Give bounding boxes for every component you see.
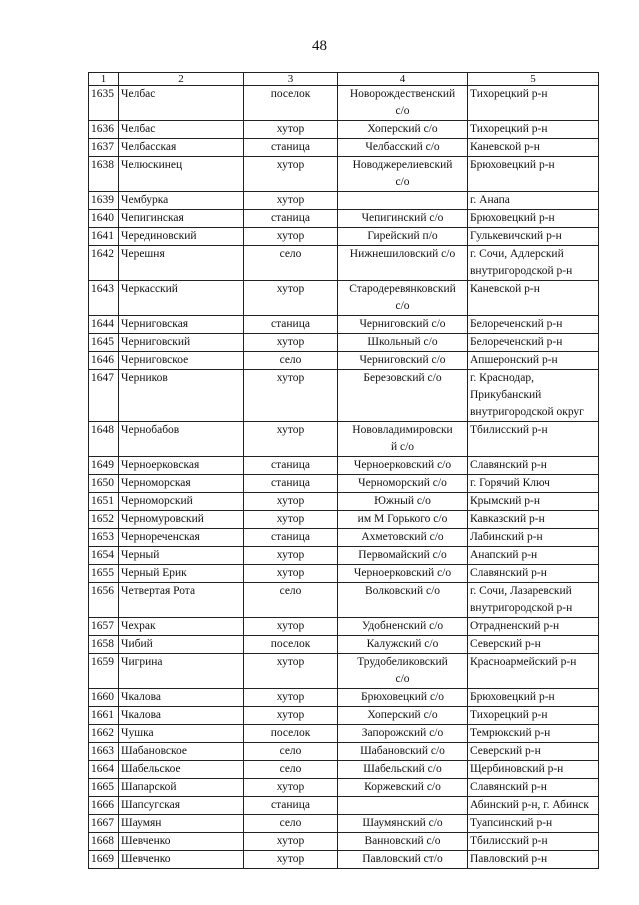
settlement-type-cell: хутор	[244, 511, 338, 529]
settlement-type-cell: село	[244, 761, 338, 779]
rural-council-cell: Чепигинский с/о	[338, 210, 468, 228]
table-row	[89, 86, 599, 121]
district-cell: г. Горячий Ключ	[468, 475, 599, 493]
settlement-name-cell: Чернореченская	[119, 529, 244, 547]
settlement-type-cell: село	[244, 815, 338, 833]
district-cell: Тихорецкий р-н	[468, 121, 599, 139]
district-cell: г. Сочи, Лазаревский внутригородской р-н	[468, 583, 599, 618]
table-row	[89, 121, 599, 139]
settlement-name-cell: Четвертая Рота	[119, 583, 244, 618]
row-number-cell: 1652	[89, 511, 119, 529]
settlement-type-cell: село	[244, 246, 338, 281]
table-row	[89, 511, 599, 529]
rural-council-cell: Коржевский с/о	[338, 779, 468, 797]
row-number-cell: 1637	[89, 139, 119, 157]
district-cell: Щербиновский р-н	[468, 761, 599, 779]
rural-council-cell: Ахметовский с/о	[338, 529, 468, 547]
table-row	[89, 370, 599, 422]
district-cell: Апшеронский р-н	[468, 352, 599, 370]
settlement-type-cell: хутор	[244, 281, 338, 316]
district-cell: Брюховецкий р-н	[468, 689, 599, 707]
settlement-type-cell: село	[244, 352, 338, 370]
settlement-name-cell: Черешня	[119, 246, 244, 281]
district-cell: Северский р-н	[468, 636, 599, 654]
settlement-name-cell: Шаумян	[119, 815, 244, 833]
settlement-name-cell: Чкалова	[119, 689, 244, 707]
table-row	[89, 228, 599, 246]
row-number-cell: 1665	[89, 779, 119, 797]
table-row	[89, 139, 599, 157]
settlement-type-cell: поселок	[244, 86, 338, 121]
settlement-type-cell: хутор	[244, 192, 338, 210]
district-cell: Крымский р-н	[468, 493, 599, 511]
district-cell: Абинский р-н, г. Абинск	[468, 797, 599, 815]
row-number-cell: 1650	[89, 475, 119, 493]
settlement-type-cell: хутор	[244, 121, 338, 139]
settlement-name-cell: Черниговский	[119, 334, 244, 352]
table-row	[89, 583, 599, 618]
rural-council-cell: Трудобеликовский с/о	[338, 654, 468, 689]
table-row	[89, 689, 599, 707]
table-row	[89, 457, 599, 475]
row-number-cell: 1651	[89, 493, 119, 511]
rural-council-cell: Гирейский п/о	[338, 228, 468, 246]
settlement-type-cell: станица	[244, 457, 338, 475]
settlement-name-cell: Черкасский	[119, 281, 244, 316]
district-cell: Туапсинский р-н	[468, 815, 599, 833]
rural-council-cell: Черноморский с/о	[338, 475, 468, 493]
row-number-cell: 1667	[89, 815, 119, 833]
row-number-cell: 1638	[89, 157, 119, 192]
rural-council-cell: Брюховецкий с/о	[338, 689, 468, 707]
settlement-type-cell: хутор	[244, 565, 338, 583]
header-row	[89, 73, 599, 86]
table-row	[89, 815, 599, 833]
rural-council-cell: Волковский с/о	[338, 583, 468, 618]
row-number-cell: 1660	[89, 689, 119, 707]
rural-council-cell: Березовский с/о	[338, 370, 468, 422]
settlement-name-cell: Черников	[119, 370, 244, 422]
column-header-district: 5	[468, 73, 599, 86]
district-cell: Брюховецкий р-н	[468, 210, 599, 228]
settlement-name-cell: Черный	[119, 547, 244, 565]
row-number-cell: 1639	[89, 192, 119, 210]
rural-council-cell: Черниговский с/о	[338, 316, 468, 334]
settlement-name-cell: Чембурка	[119, 192, 244, 210]
district-cell: Белореченский р-н	[468, 334, 599, 352]
settlement-name-cell: Черниговская	[119, 316, 244, 334]
settlement-type-cell: станица	[244, 797, 338, 815]
settlement-name-cell: Шевченко	[119, 851, 244, 869]
settlement-name-cell: Черноерковская	[119, 457, 244, 475]
settlement-name-cell: Челбасская	[119, 139, 244, 157]
settlement-name-cell: Чехрак	[119, 618, 244, 636]
district-cell: Тихорецкий р-н	[468, 707, 599, 725]
table-row	[89, 618, 599, 636]
rural-council-cell: Черноерковский с/о	[338, 457, 468, 475]
settlement-name-cell: Шевченко	[119, 833, 244, 851]
settlements-table-body	[89, 73, 599, 869]
table-row	[89, 529, 599, 547]
row-number-cell: 1668	[89, 833, 119, 851]
row-number-cell: 1648	[89, 422, 119, 457]
settlement-type-cell: хутор	[244, 547, 338, 565]
table-row	[89, 422, 599, 457]
district-cell: Каневской р-н	[468, 281, 599, 316]
settlement-name-cell: Шапсугская	[119, 797, 244, 815]
settlement-type-cell: хутор	[244, 779, 338, 797]
column-header-name: 2	[119, 73, 244, 86]
district-cell: Каневской р-н	[468, 139, 599, 157]
district-cell: Брюховецкий р-н	[468, 157, 599, 192]
settlement-name-cell: Черномуровский	[119, 511, 244, 529]
settlement-type-cell: хутор	[244, 228, 338, 246]
table-row	[89, 654, 599, 689]
settlement-type-cell: станица	[244, 475, 338, 493]
district-cell: Славянский р-н	[468, 565, 599, 583]
district-cell: Красноармейский р-н	[468, 654, 599, 689]
rural-council-cell: Калужский с/о	[338, 636, 468, 654]
district-cell: Отрадненский р-н	[468, 618, 599, 636]
district-cell: Анапский р-н	[468, 547, 599, 565]
rural-council-cell: Черноерковский с/о	[338, 565, 468, 583]
settlement-type-cell: село	[244, 583, 338, 618]
table-row	[89, 352, 599, 370]
district-cell: Тбилисский р-н	[468, 422, 599, 457]
rural-council-cell: Хоперский с/о	[338, 707, 468, 725]
row-number-cell: 1642	[89, 246, 119, 281]
row-number-cell: 1646	[89, 352, 119, 370]
row-number-cell: 1641	[89, 228, 119, 246]
rural-council-cell: Школьный с/о	[338, 334, 468, 352]
settlement-type-cell: хутор	[244, 707, 338, 725]
row-number-cell: 1649	[89, 457, 119, 475]
column-header-type: 3	[244, 73, 338, 86]
settlement-type-cell: хутор	[244, 422, 338, 457]
row-number-cell: 1661	[89, 707, 119, 725]
row-number-cell: 1636	[89, 121, 119, 139]
settlement-type-cell: хутор	[244, 334, 338, 352]
rural-council-cell: Нововладимировски й с/о	[338, 422, 468, 457]
row-number-cell: 1664	[89, 761, 119, 779]
settlement-type-cell: станица	[244, 316, 338, 334]
settlement-name-cell: Черединовский	[119, 228, 244, 246]
settlement-type-cell: хутор	[244, 654, 338, 689]
table-row	[89, 157, 599, 192]
table-row	[89, 547, 599, 565]
district-cell: г. Сочи, Адлерский внутригородской р-н	[468, 246, 599, 281]
settlement-type-cell: хутор	[244, 851, 338, 869]
rural-council-cell: Хоперский с/о	[338, 121, 468, 139]
row-number-cell: 1655	[89, 565, 119, 583]
table-row	[89, 707, 599, 725]
settlement-name-cell: Челбас	[119, 86, 244, 121]
settlement-name-cell: Чигрина	[119, 654, 244, 689]
rural-council-cell: Нижнешиловский с/о	[338, 246, 468, 281]
row-number-cell: 1657	[89, 618, 119, 636]
settlement-name-cell: Черный Ерик	[119, 565, 244, 583]
settlement-name-cell: Чепигинская	[119, 210, 244, 228]
row-number-cell: 1663	[89, 743, 119, 761]
rural-council-cell: Первомайский с/о	[338, 547, 468, 565]
rural-council-cell: Стародеревянковский с/о	[338, 281, 468, 316]
rural-council-cell: Новорождественский с/о	[338, 86, 468, 121]
row-number-cell: 1653	[89, 529, 119, 547]
settlement-name-cell: Черноморский	[119, 493, 244, 511]
district-cell: Северский р-н	[468, 743, 599, 761]
column-header-number: 1	[89, 73, 119, 86]
row-number-cell: 1645	[89, 334, 119, 352]
settlement-type-cell: станица	[244, 529, 338, 547]
district-cell: Гулькевичский р-н	[468, 228, 599, 246]
district-cell: Лабинский р-н	[468, 529, 599, 547]
table-row	[89, 493, 599, 511]
settlement-type-cell: хутор	[244, 370, 338, 422]
table-row	[89, 565, 599, 583]
row-number-cell: 1640	[89, 210, 119, 228]
settlement-name-cell: Челюскинец	[119, 157, 244, 192]
table-row	[89, 743, 599, 761]
settlement-name-cell: Шабановское	[119, 743, 244, 761]
rural-council-cell: Черниговский с/о	[338, 352, 468, 370]
row-number-cell: 1635	[89, 86, 119, 121]
rural-council-cell: Шаумянский с/о	[338, 815, 468, 833]
row-number-cell: 1662	[89, 725, 119, 743]
district-cell: г. Анапа	[468, 192, 599, 210]
rural-council-cell: Удобненский с/о	[338, 618, 468, 636]
district-cell: Павловский р-н	[468, 851, 599, 869]
column-header-council: 4	[338, 73, 468, 86]
settlement-name-cell: Челбас	[119, 121, 244, 139]
table-row	[89, 725, 599, 743]
rural-council-cell: Запорожский с/о	[338, 725, 468, 743]
table-row	[89, 851, 599, 869]
row-number-cell: 1656	[89, 583, 119, 618]
table-row	[89, 246, 599, 281]
rural-council-cell: Павловский ст/о	[338, 851, 468, 869]
settlement-type-cell: село	[244, 743, 338, 761]
settlement-type-cell: хутор	[244, 493, 338, 511]
district-cell: г. Краснодар, Прикубанский внутригородской округ	[468, 370, 599, 422]
settlement-type-cell: хутор	[244, 833, 338, 851]
district-cell: Славянский р-н	[468, 457, 599, 475]
settlement-name-cell: Черноморская	[119, 475, 244, 493]
district-cell: Кавказский р-н	[468, 511, 599, 529]
settlement-type-cell: хутор	[244, 689, 338, 707]
settlement-name-cell: Чибий	[119, 636, 244, 654]
page-number: 48	[312, 38, 327, 54]
table-row	[89, 192, 599, 210]
row-number-cell: 1643	[89, 281, 119, 316]
rural-council-cell: Челбасский с/о	[338, 139, 468, 157]
district-cell: Белореченский р-н	[468, 316, 599, 334]
row-number-cell: 1666	[89, 797, 119, 815]
district-cell: Славянский р-н	[468, 779, 599, 797]
table-row	[89, 316, 599, 334]
rural-council-cell	[338, 797, 468, 815]
table-row	[89, 761, 599, 779]
row-number-cell: 1659	[89, 654, 119, 689]
rural-council-cell: Новоджерелиевский с/о	[338, 157, 468, 192]
row-number-cell: 1658	[89, 636, 119, 654]
rural-council-cell: Ванновский с/о	[338, 833, 468, 851]
settlement-name-cell: Чушка	[119, 725, 244, 743]
settlement-name-cell: Чкалова	[119, 707, 244, 725]
district-cell: Темрюкский р-н	[468, 725, 599, 743]
row-number-cell: 1654	[89, 547, 119, 565]
table-row	[89, 475, 599, 493]
district-cell: Тбилисский р-н	[468, 833, 599, 851]
rural-council-cell: Южный с/о	[338, 493, 468, 511]
rural-council-cell	[338, 192, 468, 210]
table-row	[89, 281, 599, 316]
rural-council-cell: Шабельский с/о	[338, 761, 468, 779]
row-number-cell: 1647	[89, 370, 119, 422]
settlement-name-cell: Шапарской	[119, 779, 244, 797]
table-row	[89, 210, 599, 228]
table-row	[89, 833, 599, 851]
settlements-table	[88, 72, 599, 869]
rural-council-cell: им М Горького с/о	[338, 511, 468, 529]
settlement-type-cell: хутор	[244, 618, 338, 636]
table-row	[89, 636, 599, 654]
settlement-type-cell: станица	[244, 139, 338, 157]
settlement-type-cell: поселок	[244, 725, 338, 743]
table-row	[89, 779, 599, 797]
settlement-name-cell: Шабельское	[119, 761, 244, 779]
row-number-cell: 1669	[89, 851, 119, 869]
rural-council-cell: Шабановский с/о	[338, 743, 468, 761]
table-row	[89, 334, 599, 352]
settlement-type-cell: станица	[244, 210, 338, 228]
settlement-type-cell: хутор	[244, 157, 338, 192]
settlement-name-cell: Чернобабов	[119, 422, 244, 457]
row-number-cell: 1644	[89, 316, 119, 334]
district-cell: Тихорецкий р-н	[468, 86, 599, 121]
table-row	[89, 797, 599, 815]
settlement-name-cell: Черниговское	[119, 352, 244, 370]
settlement-type-cell: поселок	[244, 636, 338, 654]
